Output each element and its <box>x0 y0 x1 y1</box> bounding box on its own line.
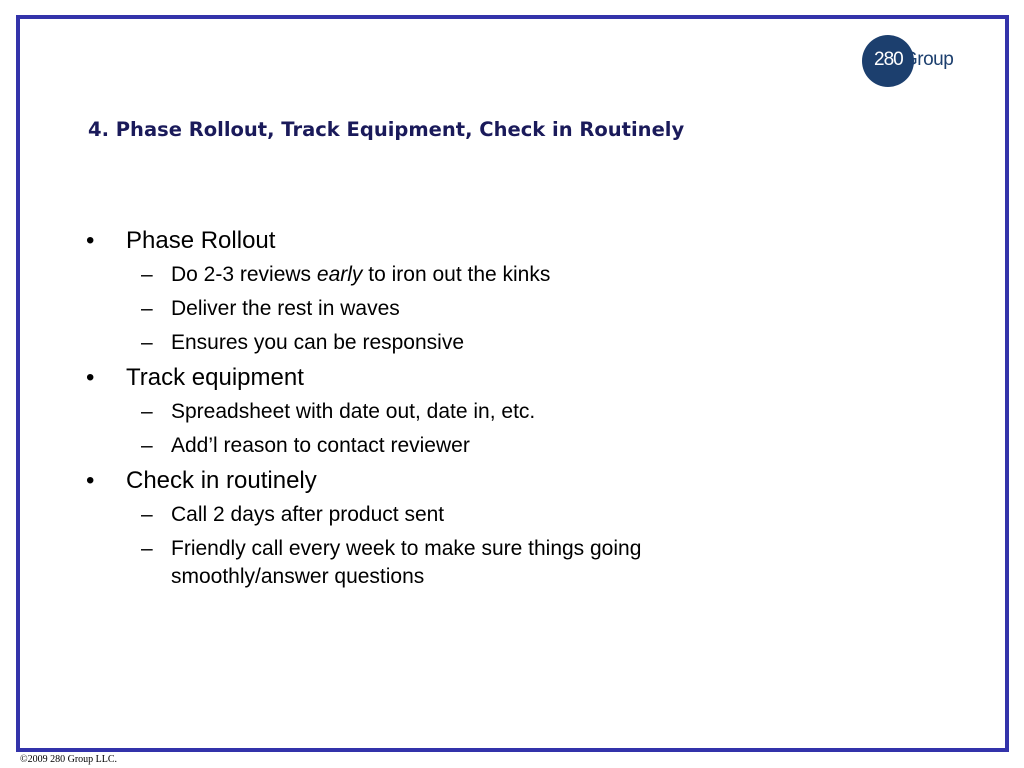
dash-icon: – <box>141 434 153 457</box>
logo-number: 280 <box>874 49 903 70</box>
dash-icon: – <box>141 503 153 526</box>
sub-item-text: Add’l reason to contact reviewer <box>171 434 470 457</box>
bullet-dot-icon: • <box>86 364 95 391</box>
bullet-track-equipment <box>86 363 786 460</box>
sub-item <box>126 261 786 289</box>
sub-item-text: Call 2 days after product sent <box>171 503 445 526</box>
sub-text-emphasis: early <box>316 263 363 286</box>
dash-icon: – <box>141 297 153 320</box>
logo-word: Group <box>903 49 954 70</box>
dash-icon: – <box>141 263 153 286</box>
sub-item <box>126 295 786 323</box>
bullet-dot-icon: • <box>86 227 95 254</box>
bullet-list <box>86 226 786 597</box>
bullet-check-in-routinely <box>86 466 786 591</box>
sub-item-text: Ensures you can be responsive <box>171 331 465 354</box>
sub-item-text <box>171 261 771 289</box>
sub-item <box>126 535 786 591</box>
sub-item-text: Deliver the rest in waves <box>171 297 400 320</box>
bullet-label: Track equipment <box>126 364 304 391</box>
bullet-label: Check in routinely <box>126 467 317 494</box>
sub-list <box>126 398 786 460</box>
bullet-label: Phase Rollout <box>126 227 276 254</box>
sub-item <box>126 432 786 460</box>
dash-icon: – <box>141 537 153 560</box>
sub-item <box>126 329 786 357</box>
sub-list <box>126 261 786 357</box>
sub-item-text: Spreadsheet with date out, date in, etc. <box>171 400 536 423</box>
sub-item <box>126 501 786 529</box>
sub-item <box>126 398 786 426</box>
bullet-dot-icon: • <box>86 467 95 494</box>
copyright-footer: ©2009 280 Group LLC. <box>20 754 118 765</box>
company-logo <box>862 35 972 87</box>
sub-list <box>126 501 786 591</box>
dash-icon: – <box>141 400 153 423</box>
bullet-phase-rollout <box>86 226 786 357</box>
sub-text-after: to iron out the kinks <box>362 263 551 286</box>
slide-title: 4. Phase Rollout, Track Equipment, Check in Routinely <box>88 118 685 141</box>
sub-text-before: Do 2-3 reviews <box>171 263 317 286</box>
sub-item-text: Friendly call every week to make sure things going smoothly/answer questions <box>171 537 642 588</box>
dash-icon: – <box>141 331 153 354</box>
